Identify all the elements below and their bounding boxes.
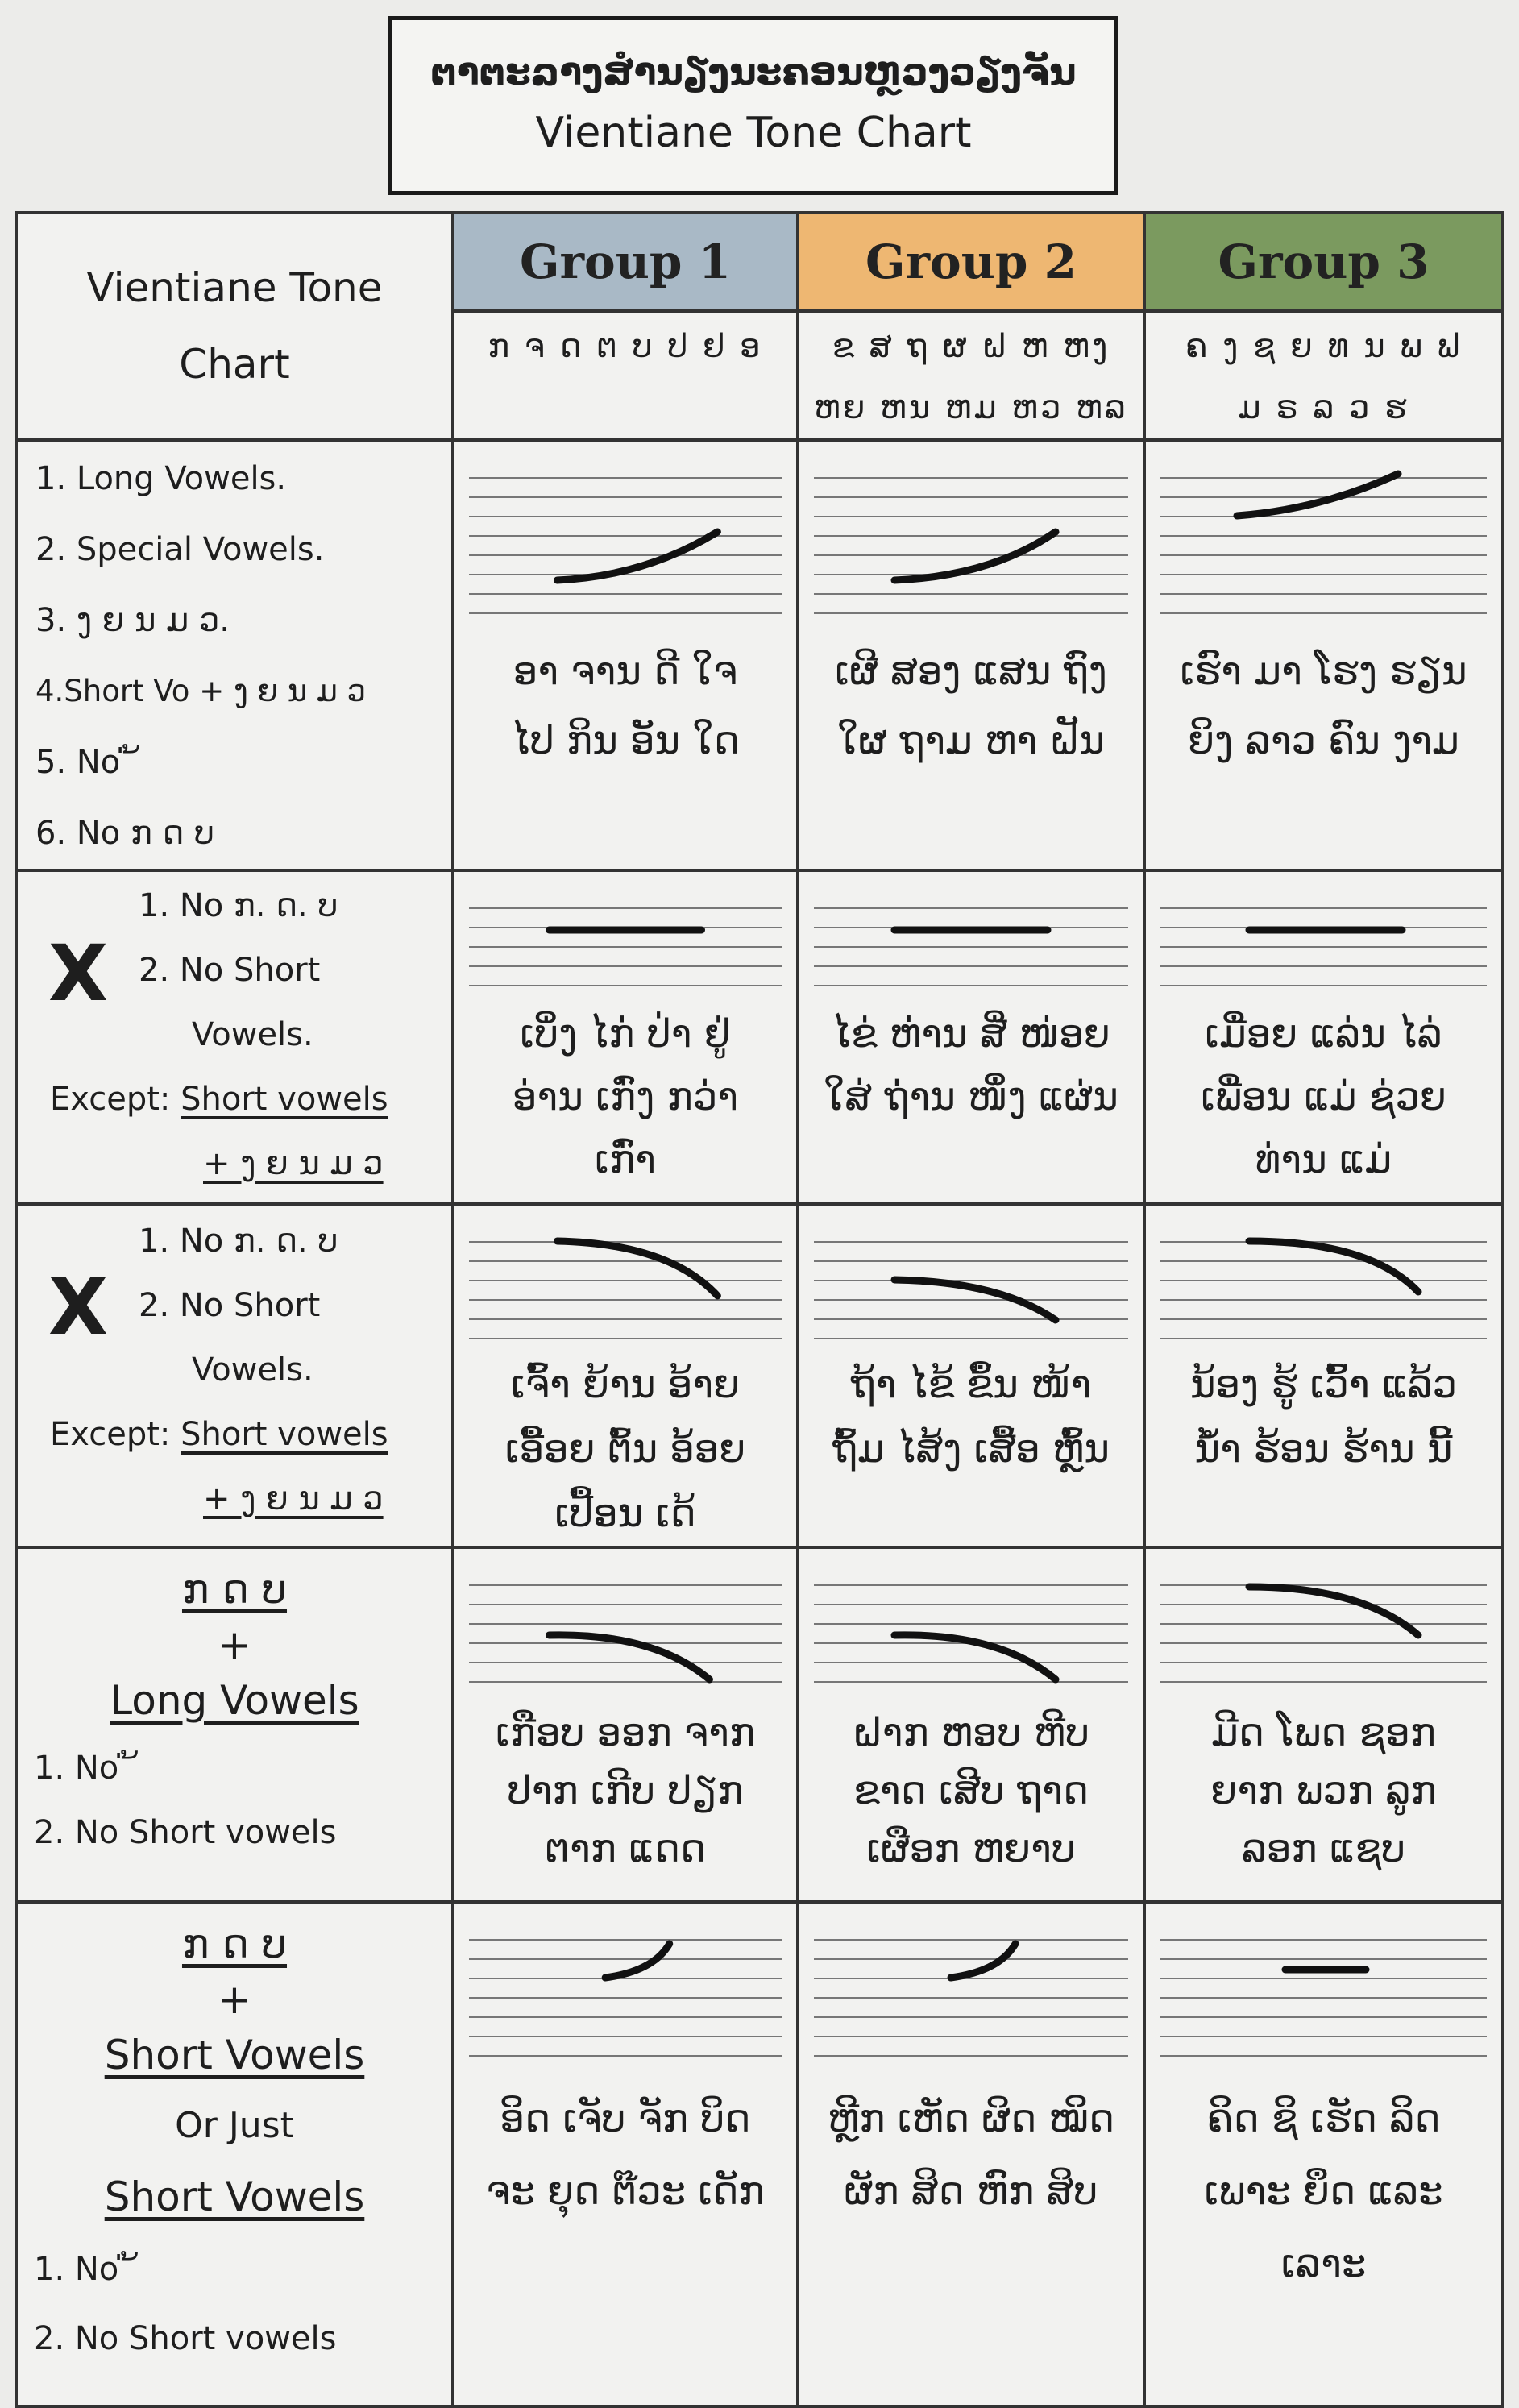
tone-contour-mid-level xyxy=(1160,890,1487,986)
rule-item: 2. No Short vowels xyxy=(34,2320,337,2357)
tone-contour-short-rising xyxy=(469,1921,782,2058)
rule-row-2 xyxy=(16,870,453,1204)
cell-r1-g2 xyxy=(798,440,1144,870)
cell-r5-g2 xyxy=(798,1902,1144,2406)
example-line: ເຜືອກ ຫຍາບ xyxy=(866,1826,1076,1871)
group-3-consonants: ຄ ງ ຊ ຍ ທ ນ ພ ຟ ມ ຣ ລ ວ ຮ xyxy=(1144,311,1503,440)
tone-contour-falling xyxy=(1160,1223,1487,1344)
or-just-label: Or Just xyxy=(175,2105,294,2146)
example-line: ຕາກ ແດດ xyxy=(545,1826,706,1871)
example-line: ອ່ານ ເກົ່ງ ກວ່າ xyxy=(512,1074,739,1119)
rule-item: 5. No ່ ້ xyxy=(35,744,141,781)
tone-staff xyxy=(814,890,1128,986)
no-mark-icon: X xyxy=(48,928,108,1019)
example-line: ມີດ ໂພດ ຊອກ xyxy=(1211,1710,1436,1755)
example-line: ຍິງ ລາວ ຄົນ ງາມ xyxy=(1188,718,1459,763)
example-line: ຫຼີກ ເຫັດ ຜິດ ໝິດ xyxy=(827,2096,1115,2141)
vowel-type-label: Long Vowels xyxy=(110,1677,359,1724)
tone-contour-high-rising xyxy=(1160,459,1487,621)
example-line: ຈະ ຍຸດ ຕ໊ວະ ເດັກ xyxy=(486,2169,765,2214)
rule-item: 4.Short Vo + ງ ຍ ນ ມ ວ xyxy=(35,674,367,708)
group-3-header: Group 3 xyxy=(1144,213,1503,311)
tone-staff xyxy=(1160,1223,1487,1344)
tone-staff xyxy=(1160,1567,1487,1696)
rule-row-5 xyxy=(16,1902,453,2406)
tone-chart-table xyxy=(15,211,1504,2408)
tone-staff xyxy=(814,459,1128,621)
tone-staff xyxy=(469,1921,782,2058)
cell-r2-g3 xyxy=(1144,870,1503,1204)
plus-sign: + xyxy=(218,1621,251,1668)
group-1-consonants: ກ ຈ ດ ຕ ບ ປ ຢ ອ xyxy=(453,311,798,440)
example-line: ເພື່ອນ ແມ່ ຊ່ວຍ xyxy=(1201,1074,1446,1119)
rule-item: 3. ງ ຍ ນ ມ ວ. xyxy=(35,602,230,639)
rule-row-4 xyxy=(16,1547,453,1902)
tone-contour-mid-level xyxy=(814,890,1128,986)
example-line: ເຜີ ສອງ ແສນ ຖົງ xyxy=(835,649,1107,694)
example-line: ຂາດ ເສີບ ຖາດ xyxy=(853,1768,1089,1813)
title-english: Vientiane Tone Chart xyxy=(535,108,972,157)
cell-r1-g3 xyxy=(1144,440,1503,870)
cell-r5-g1 xyxy=(453,1902,798,2406)
example-line: ປາກ ເກີບ ປຽກ xyxy=(507,1768,744,1813)
cell-r3-g1 xyxy=(453,1204,798,1547)
tone-staff xyxy=(814,1223,1128,1344)
title-box xyxy=(388,16,1118,195)
example-line: ເກົ່າ xyxy=(594,1137,657,1182)
vowel-type-label: Short Vowels xyxy=(104,2032,365,2078)
example-line: ໃສ່ ຖ່ານ ໜຶ່ງ ແຜ່ນ xyxy=(824,1074,1118,1119)
group-2-consonants: ຂ ສ ຖ ຜ ຝ ຫ ຫງ ຫຍ ຫນ ຫມ ຫວ ຫລ xyxy=(798,311,1144,440)
tone-staff xyxy=(1160,459,1487,621)
example-line: ທ່ານ ແມ່ xyxy=(1255,1137,1392,1182)
except-plus: + ງ ຍ ນ ມ ວ xyxy=(203,1145,384,1182)
rule-item: 1. No ກ. ດ. ບ xyxy=(139,887,338,924)
except-plus: + ງ ຍ ນ ມ ວ xyxy=(203,1480,384,1517)
tone-contour-falling xyxy=(469,1223,782,1344)
group-2-header: Group 2 xyxy=(798,213,1144,311)
tone-staff xyxy=(1160,890,1487,986)
example-line: ນ້ອງ ຮູ້ ເວົ້າ ແລ້ວ xyxy=(1189,1362,1458,1407)
example-line: ຖົ້ມ ໄສ້ງ ເສື້ອ ຫຼົ້ນ xyxy=(832,1426,1110,1472)
group-1-header: Group 1 xyxy=(453,213,798,311)
except-note: Except: Short vowels xyxy=(50,1081,388,1118)
example-line: ໄປ ກິນ ອັນ ໃດ xyxy=(511,718,740,763)
example-line: ເກືອບ ອອກ ຈາກ xyxy=(495,1710,756,1755)
cell-r3-g3 xyxy=(1144,1204,1503,1547)
tone-staff xyxy=(469,459,782,621)
tone-staff xyxy=(814,1921,1128,2058)
tone-contour-rising xyxy=(469,459,782,621)
example-line: ເລາະ xyxy=(1280,2241,1367,2286)
rule-item: Vowels. xyxy=(192,1351,313,1389)
example-line: ອາ ຈານ ດີ ໃຈ xyxy=(513,649,738,694)
no-mark-icon: X xyxy=(48,1262,108,1352)
example-line: ໄຂ່ ຫ່ານ ສີ່ ໜ່ອຍ xyxy=(832,1011,1110,1057)
rule-item: 1. Long Vowels. xyxy=(35,460,287,497)
tone-contour-rising xyxy=(814,459,1128,621)
rule-item: 2. No Short vowels xyxy=(34,1814,337,1851)
tone-contour-short-rising xyxy=(814,1921,1128,2058)
rule-item: 2. No Short xyxy=(139,952,321,989)
rule-item: 6. No ກ ດ ບ xyxy=(35,815,215,852)
final-consonants-label: ກ ດ ບ xyxy=(181,1920,288,1967)
cell-r4-g3 xyxy=(1144,1547,1503,1902)
example-line: ເບິ່ງ ໄກ່ ປ່າ ຢູ່ xyxy=(520,1011,731,1057)
cell-r2-g1 xyxy=(453,870,798,1204)
tone-contour-falling xyxy=(814,1223,1128,1344)
rule-item: 2. Special Vowels. xyxy=(35,531,325,568)
example-line: ຜັກ ສິດ ຫົກ ສິບ xyxy=(844,2169,1098,2214)
example-line: ເມື່ອຍ ແລ່ນ ໄລ່ xyxy=(1205,1011,1442,1057)
cell-r4-g1 xyxy=(453,1547,798,1902)
tone-staff xyxy=(469,890,782,986)
tone-staff xyxy=(469,1223,782,1344)
tone-staff xyxy=(814,1567,1128,1696)
example-line: ລອກ ແຊບ xyxy=(1241,1826,1406,1871)
tone-contour-falling xyxy=(469,1567,782,1696)
example-line: ເອື້ອຍ ຕົ້ນ ອ້ອຍ xyxy=(504,1426,746,1472)
cell-r3-g2 xyxy=(798,1204,1144,1547)
title-lao: ຕາຕະລາງສຳນຽງນະຄອນຫຼວງວຽງຈັນ xyxy=(430,49,1077,93)
example-line: ເພາະ ຍຶດ ແລະ xyxy=(1204,2169,1443,2214)
rule-item: 1. No ກ. ດ. ບ xyxy=(139,1223,338,1260)
rule-item: Vowels. xyxy=(192,1016,313,1053)
rule-row-1 xyxy=(16,440,453,870)
except-note: Except: Short vowels xyxy=(50,1416,388,1453)
example-line: ອິດ ເຈັບ ຈັກ ບິດ xyxy=(500,2096,751,2141)
example-line: ຄິດ ຊິ ເຮັດ ລິດ xyxy=(1206,2096,1441,2141)
tone-contour-falling xyxy=(814,1567,1128,1696)
example-line: ເປື້ອນ ເດ້ xyxy=(554,1491,696,1536)
plus-sign: + xyxy=(218,1976,251,2023)
example-line: ຝາກ ຫອບ ຫີບ xyxy=(852,1710,1090,1755)
vowel-type-label: Short Vowels xyxy=(104,2173,365,2220)
tone-staff xyxy=(1160,1921,1487,2058)
cell-r5-g3 xyxy=(1144,1902,1503,2406)
example-line: ເຈົ້າ ຍ້ານ ອ້າຍ xyxy=(510,1362,741,1407)
tone-contour-falling xyxy=(1160,1567,1487,1696)
cell-r4-g2 xyxy=(798,1547,1144,1902)
example-line: ເຮົາ ມາ ໂຮງ ຮຽນ xyxy=(1180,649,1467,694)
tone-staff xyxy=(469,1567,782,1696)
final-consonants-label: ກ ດ ບ xyxy=(181,1566,288,1613)
rule-item: 1. No ່ ້ xyxy=(34,2251,139,2288)
rule-item: 1. No ່ ້ xyxy=(34,1750,139,1787)
cell-r1-g1 xyxy=(453,440,798,870)
example-line: ຖ້າ ໄຂ້ ຂຶ້ນ ໜ້າ xyxy=(850,1362,1092,1407)
corner-label-line1: Vientiane Tone xyxy=(86,264,383,311)
rule-item: 2. No Short xyxy=(139,1287,321,1324)
example-line: ນ້ຳ ຮ້ອນ ຮ້ານ ນີ້ xyxy=(1194,1426,1453,1472)
corner-label xyxy=(16,213,453,440)
example-line: ໃຜ ຖາມ ຫາ ຝັນ xyxy=(837,718,1105,763)
corner-label-line2: Chart xyxy=(179,341,290,388)
tone-contour-short-level xyxy=(1160,1921,1487,2058)
cell-r2-g2 xyxy=(798,870,1144,1204)
example-line: ຍາກ ພວກ ລູກ xyxy=(1210,1768,1437,1813)
tone-contour-mid-level xyxy=(469,890,782,986)
rule-row-3 xyxy=(16,1204,453,1547)
